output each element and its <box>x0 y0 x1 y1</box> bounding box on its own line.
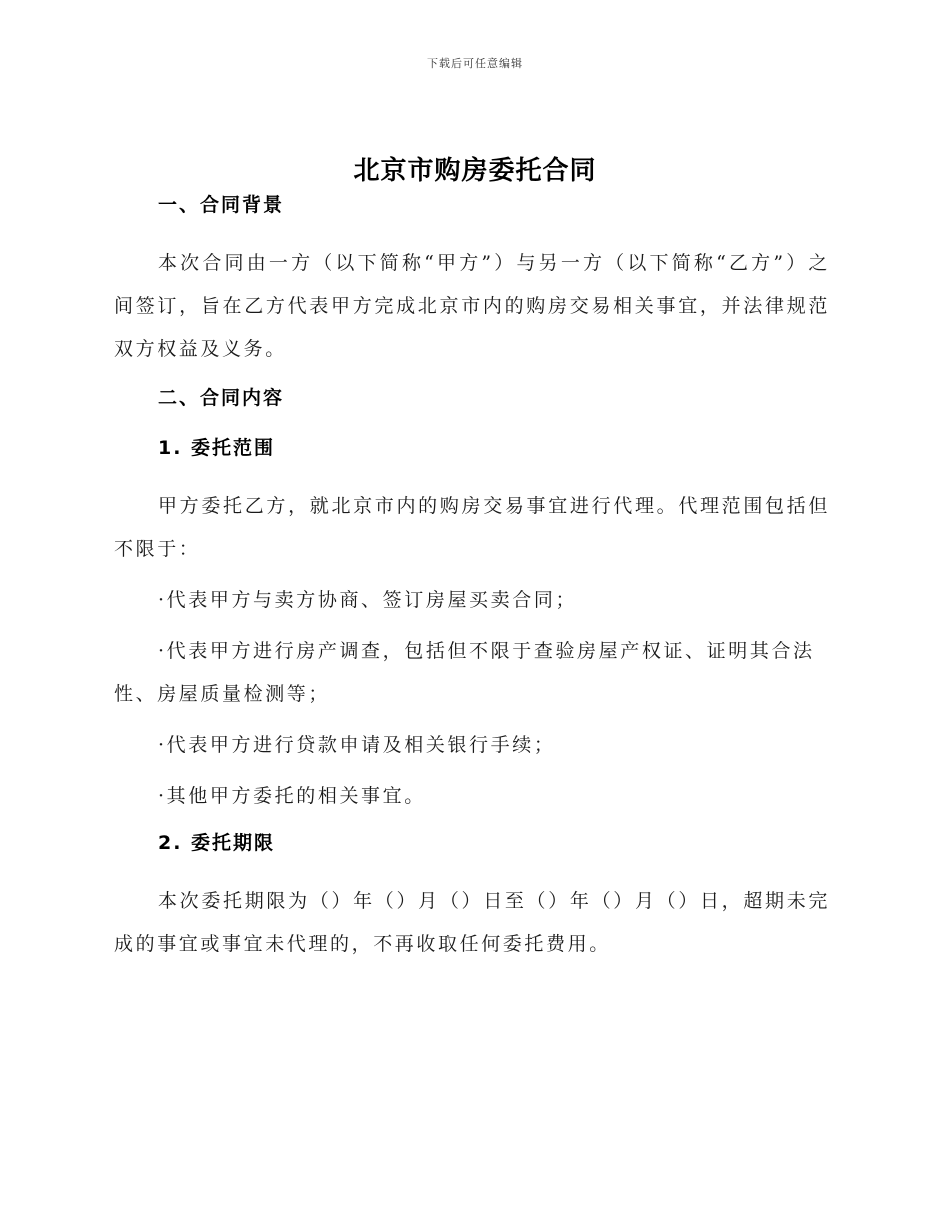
list-item-text: 其他甲方委托的相关事宜。 <box>166 785 426 807</box>
list-item <box>114 724 830 767</box>
list-item-text: 代表甲方进行房产调查，包括但不限于查验房屋产权证、证明其合法性、房屋质量检测等； <box>114 640 815 705</box>
document-title: 北京市购房委托合同 <box>353 156 597 186</box>
subsection-heading-scope: 1. 委托范围 <box>158 437 276 459</box>
paragraph-scope: 甲方委托乙方，就北京市内的购房交易事宜进行代理。代理范围包括但不限于： <box>114 495 830 560</box>
section-heading-content: 二、合同内容 <box>158 387 285 409</box>
section-heading-background: 一、合同背景 <box>158 194 285 216</box>
document-body <box>114 188 830 974</box>
bullet-marker: · <box>158 640 167 662</box>
list-item-text: 代表甲方进行贷款申请及相关银行手续； <box>166 734 556 756</box>
list-item <box>114 775 830 818</box>
page-header-note: 下载后可任意编辑 <box>427 57 523 70</box>
bullet-marker: · <box>158 785 167 807</box>
paragraph-background: 本次合同由一方（以下简称“甲方”）与另一方（以下简称“乙方”）之间签订，旨在乙方代表甲方完成北京市内的购房交易相关事宜，并法律规范双方权益及义务。 <box>114 252 830 360</box>
paragraph-term: 本次委托期限为（）年（）月（）日至（）年（）月（）日，超期未完成的事宜或事宜未代理的，不再收取任何委托费用。 <box>114 890 830 955</box>
list-item <box>114 579 830 622</box>
list-item <box>114 630 830 716</box>
list-item-text: 代表甲方与卖方协商、签订房屋买卖合同； <box>166 589 578 611</box>
subsection-heading-term: 2. 委托期限 <box>158 832 276 854</box>
bullet-marker: · <box>158 734 167 756</box>
bullet-marker: · <box>158 589 167 611</box>
